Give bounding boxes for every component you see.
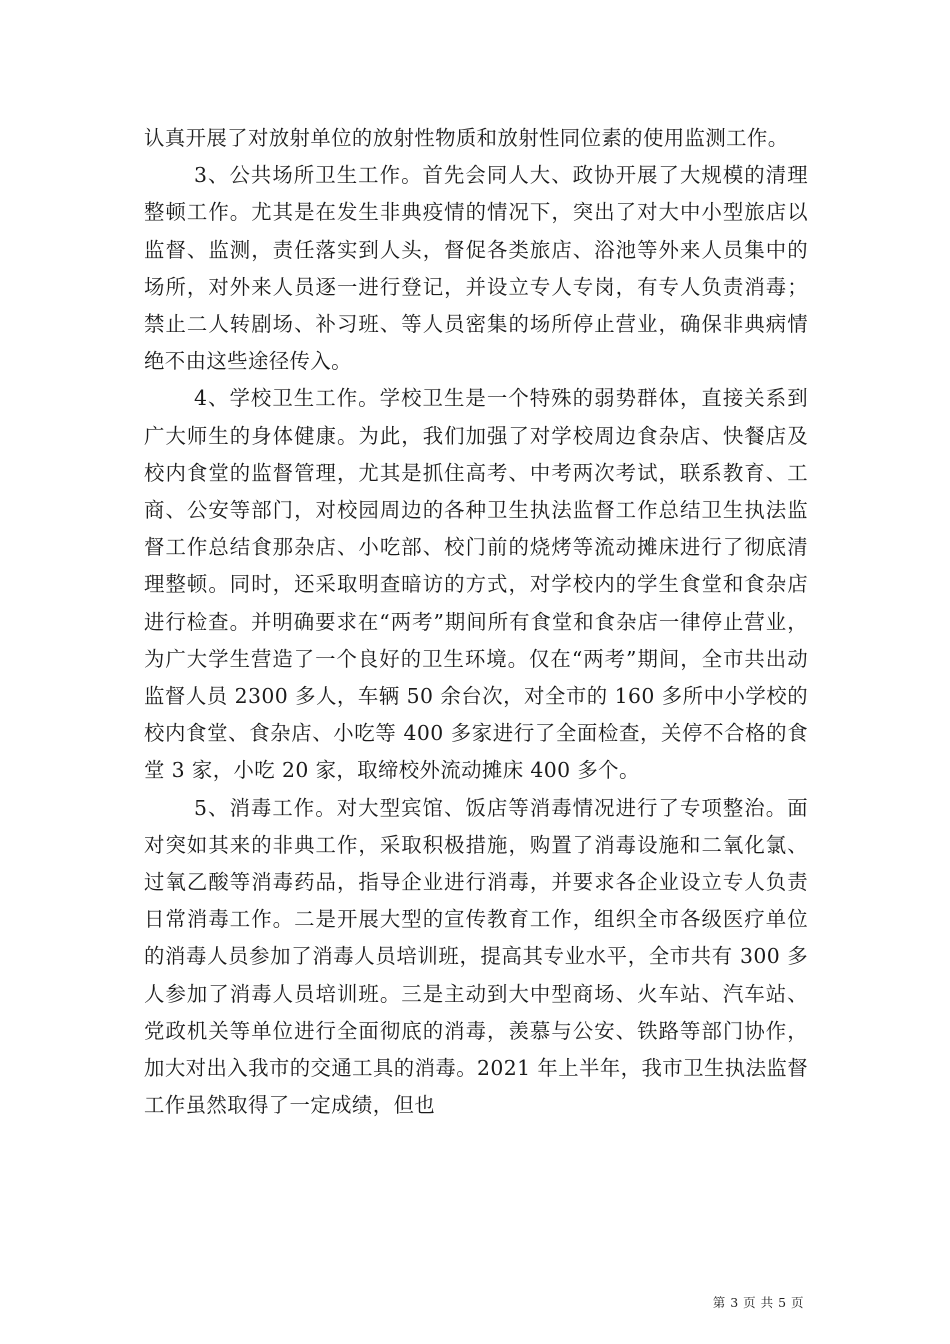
paragraph-school-hygiene: 4、学校卫生工作。学校卫生是一个特殊的弱势群体，直接关系到广大师生的身体健康。为此，我们加强了对学校周边食杂店、快餐店及校内食堂的监督管理，尤其是抓住高考、中考两次考试，联系教育、工商、公安等部门，对校园周边的各种卫生执法监督工作总结卫生执法监督工作总结食那杂店、小吃部、校门前的烧烤等流动摊床进行了彻底清理整顿。同时，还采取明查暗访的方式，对学校内的学生食堂和食杂店进行检查。并明确要求在“两考”期间所有食堂和食杂店一律停止营业，为广大学生营造了一个良好的卫生环境。仅在“两考”期间，全市共出动监督人员 2300 多人，车辆 50 余台次，对全市的 160 多所中小学校的校内食堂、食杂店、小吃等 400 多家进行了全面检查，关停不合格的食堂 3 家，小吃 20 家，取缔校外流动摊床 400 多个。 (144, 386, 808, 783)
page-number-footer: 第 3 页 共 5 页 (712, 1295, 804, 1310)
paragraph-continuation: 认真开展了对放射单位的放射性物质和放射性同位素的使用监测工作。 (144, 126, 789, 150)
paragraph-public-places-hygiene: 3、公共场所卫生工作。首先会同人大、政协开展了大规模的清理整顿工作。尤其是在发生非典疫情的情况下，突出了对大中小型旅店以监督、监测，责任落实到人头，督促各类旅店、浴池等外来人员集中的场所，对外来人员逐一进行登记，并设立专人专岗，有专人负责消毒；禁止二人转剧场、补习班、等人员密集的场所停止营业，确保非典病情绝不由这些途径传入。 (144, 163, 808, 374)
document-body (144, 120, 808, 1124)
paragraph-disinfection-work: 5、消毒工作。对大型宾馆、饭店等消毒情况进行了专项整治。面对突如其来的非典工作，采取积极措施，购置了消毒设施和二氧化氯、过氧乙酸等消毒药品，指导企业进行消毒，并要求各企业设立专人负责日常消毒工作。二是开展大型的宣传教育工作，组织全市各级医疗单位的消毒人员参加了消毒人员培训班，提高其专业水平，全市共有 300 多人参加了消毒人员培训班。三是主动到大中型商场、火车站、汽车站、党政机关等单位进行全面彻底的消毒，羡慕与公安、铁路等部门协作，加大对出入我市的交通工具的消毒。2021 年上半年，我市卫生执法监督工作虽然取得了一定成绩，但也 (144, 795, 808, 1118)
